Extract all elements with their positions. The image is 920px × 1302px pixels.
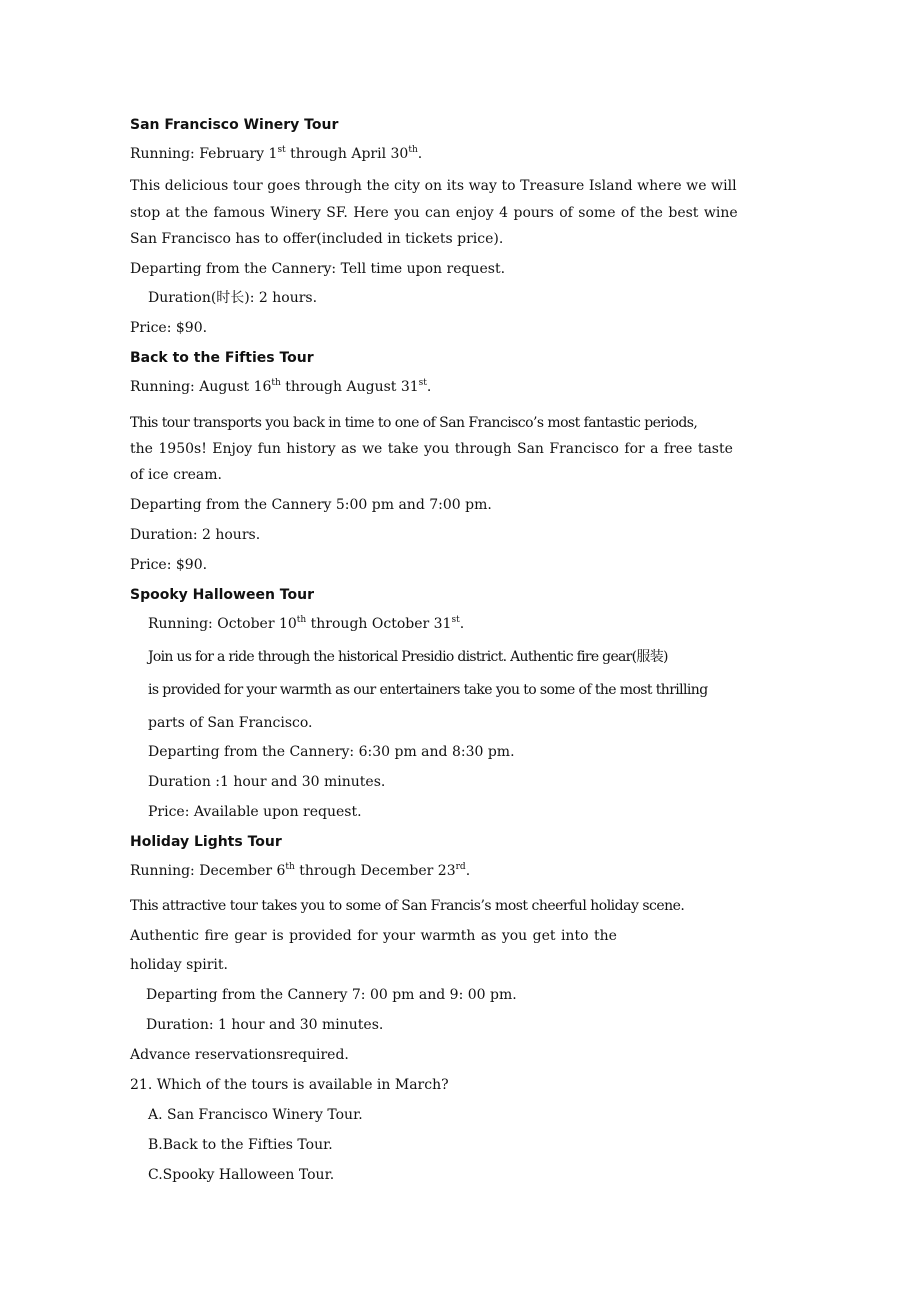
tour-title: Spooky Halloween Tour	[130, 587, 314, 603]
tour-description-line: of ice cream.	[130, 467, 223, 483]
answer-option: A. San Francisco Winery Tour.	[148, 1107, 363, 1123]
tour-price: Price: Available upon request.	[148, 804, 362, 820]
tour-title: San Francisco Winery Tour	[130, 117, 339, 133]
tour-title: Holiday Lights Tour	[130, 834, 282, 850]
question-stem: 21. Which of the tours is available in March?	[130, 1077, 449, 1093]
tour-description-line: This attractive tour takes you to some of San Francis’s most cheerful holiday scene.	[130, 898, 685, 914]
tour-description-line: This tour transports you back in time to one of San Francisco’s most fantastic periods,	[130, 415, 698, 431]
tour-departing: Departing from the Cannery 7: 00 pm and 9: 00 pm.	[146, 987, 517, 1003]
tour-note: Advance reservationsrequired.	[130, 1047, 349, 1063]
tour-description-line: is provided for your warmth as our entertainers take you to some of the most thrilling	[148, 682, 708, 698]
tour-duration: Duration: 2 hours.	[130, 527, 261, 543]
tour-departing: Departing from the Cannery 5:00 pm and 7:00 pm.	[130, 497, 492, 513]
answer-option: C.Spooky Halloween Tour.	[148, 1167, 335, 1183]
tour-price: Price: $90.	[130, 320, 208, 336]
tour-description-line: stop at the famous Winery SF. Here you can enjoy 4 pours of some of the best wine	[130, 205, 738, 221]
tour-description-line: Authentic fire gear is provided for your warmth as you get into the	[130, 928, 617, 944]
tour-departing: Departing from the Cannery: Tell time upon request.	[130, 261, 506, 277]
tour-running: Running: February 1st through April 30th.	[130, 145, 423, 162]
tour-description-line: Join us for a ride through the historical Presidio district. Authentic fire gear(服装)	[148, 649, 668, 665]
tour-duration: Duration: 1 hour and 30 minutes.	[146, 1017, 384, 1033]
tour-running: Running: December 6th through December 23rd.	[130, 862, 471, 879]
answer-option: B.Back to the Fifties Tour.	[148, 1137, 333, 1153]
tour-title: Back to the Fifties Tour	[130, 350, 314, 366]
tour-running: Running: October 10th through October 31st.	[148, 615, 465, 632]
tour-duration: Duration(时长): 2 hours.	[148, 290, 318, 306]
tour-description-line: holiday spirit.	[130, 957, 228, 973]
tour-duration: Duration :1 hour and 30 minutes.	[148, 774, 386, 790]
tour-departing: Departing from the Cannery: 6:30 pm and 8:30 pm.	[148, 744, 515, 760]
tour-description-line: parts of San Francisco.	[148, 715, 313, 731]
tour-description-line: San Francisco has to offer(included in tickets price).	[130, 231, 504, 247]
tour-running: Running: August 16th through August 31st.	[130, 378, 432, 395]
tour-description-line: the 1950s! Enjoy fun history as we take you through San Francisco for a free taste	[130, 441, 733, 457]
tour-description-line: This delicious tour goes through the city on its way to Treasure Island where we will	[130, 178, 737, 194]
tour-price: Price: $90.	[130, 557, 208, 573]
